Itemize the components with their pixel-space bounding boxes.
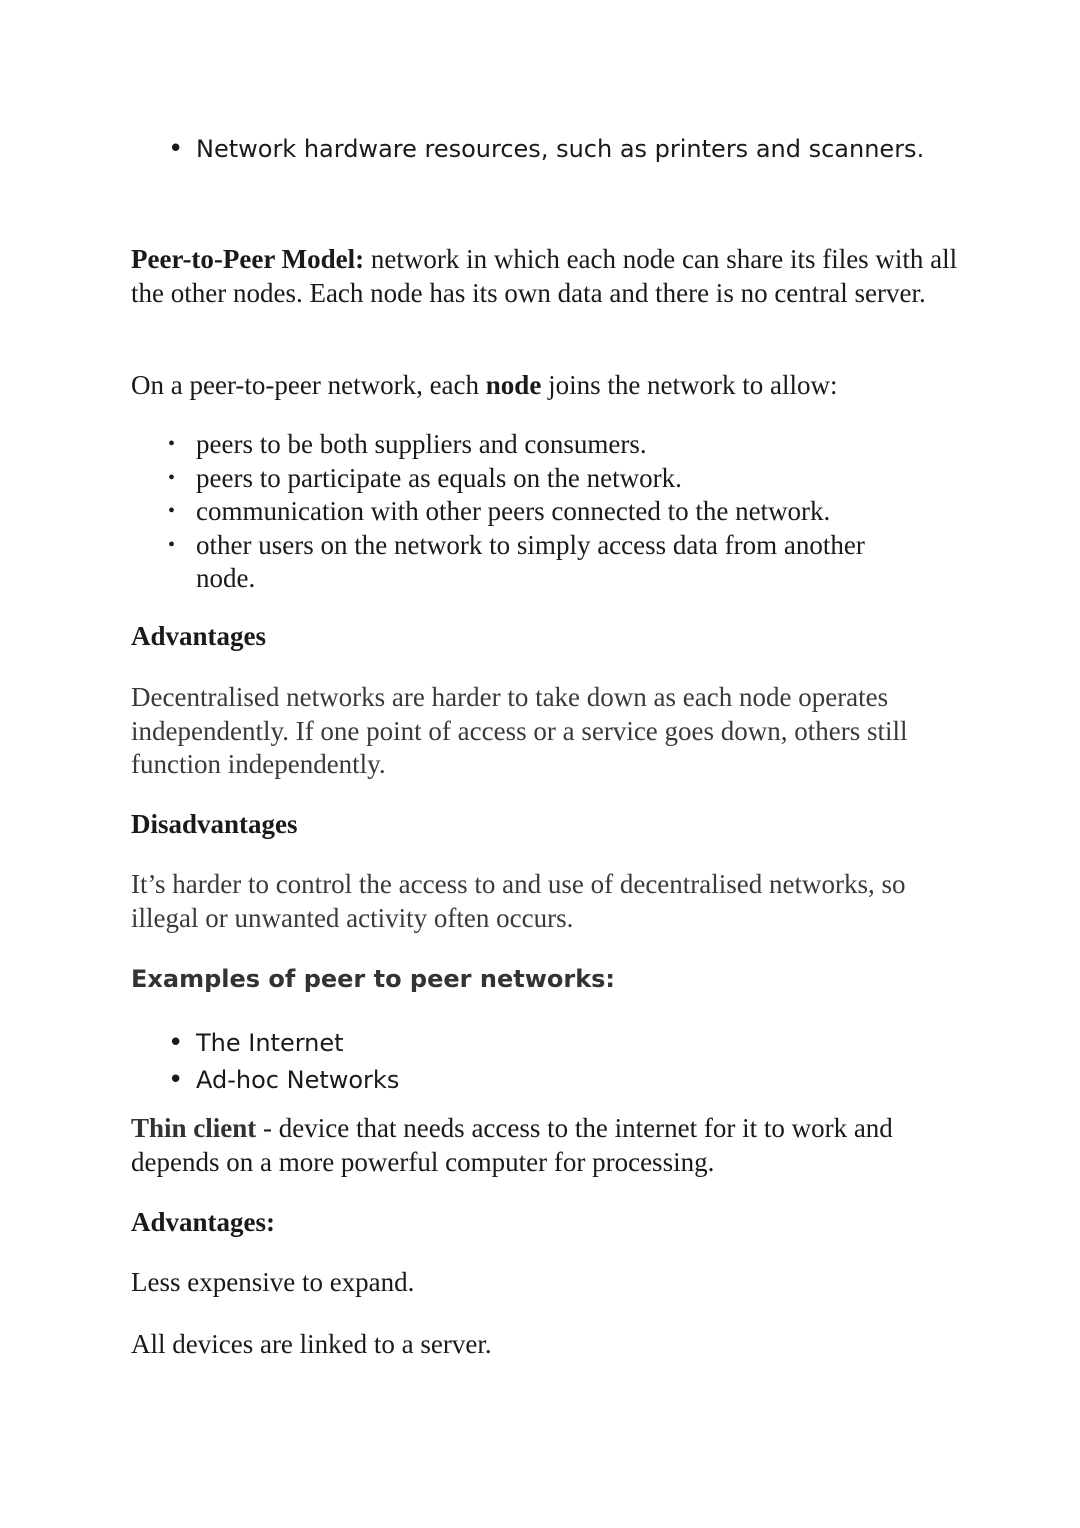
bullet-icon: • bbox=[168, 433, 176, 455]
list-item-text: Ad-hoc Networks bbox=[196, 1066, 400, 1094]
p2p-intro-text: On a peer-to-peer network, each bbox=[131, 370, 486, 400]
bullet-icon: • bbox=[168, 134, 184, 164]
p2p-intro bbox=[131, 369, 961, 403]
list-item bbox=[131, 462, 961, 496]
list-item-text: The Internet bbox=[196, 1029, 344, 1057]
list-item-text: peers to participate as equals on the network. bbox=[196, 462, 682, 493]
bullet-icon: • bbox=[168, 1028, 184, 1058]
p2p-advantages-text: Decentralised networks are harder to take down as each node operates independently. If one point of access or a service goes down, others still function independently. bbox=[131, 682, 908, 779]
bullet-icon: • bbox=[168, 1065, 184, 1095]
thin-client-advantage-1: Less expensive to expand. bbox=[131, 1267, 415, 1297]
list-item-text: communication with other peers connected to the network. bbox=[196, 496, 831, 526]
p2p-examples-list bbox=[131, 1025, 961, 1099]
p2p-definition bbox=[131, 243, 961, 310]
p2p-intro-text-end: joins the network to allow: bbox=[541, 370, 838, 400]
bullet-icon: • bbox=[168, 466, 176, 489]
p2p-examples-heading: Examples of peer to peer networks: bbox=[131, 965, 616, 993]
p2p-definition-text: network in which each node can share its files with all the other nodes. Each node has its own data and there is no central server. bbox=[131, 244, 958, 308]
list-item bbox=[131, 131, 961, 168]
list-item-text: other users on the network to simply access data from another node. bbox=[196, 529, 865, 593]
thin-client-advantages-heading: Advantages: bbox=[131, 1207, 276, 1237]
p2p-term: Peer-to-Peer Model: bbox=[131, 244, 365, 274]
p2p-intro-bold: node bbox=[485, 370, 542, 400]
p2p-disadvantages-text: It’s harder to control the access to and use of decentralised networks, so illegal or unwanted activity often occurs. bbox=[131, 869, 906, 933]
thin-client-term: Thin client bbox=[131, 1113, 257, 1143]
thin-client-definition bbox=[131, 1112, 961, 1179]
list-item bbox=[131, 1025, 961, 1062]
hardware-bullet-list bbox=[131, 131, 961, 168]
bullet-icon: • bbox=[168, 500, 176, 522]
bullet-icon: • bbox=[168, 533, 176, 556]
list-item bbox=[131, 1062, 961, 1099]
p2p-disadvantages-heading: Disadvantages bbox=[131, 809, 298, 839]
thin-client-advantage-2: All devices are linked to a server. bbox=[131, 1329, 492, 1359]
p2p-bullet-list bbox=[131, 428, 961, 596]
list-item bbox=[131, 495, 961, 529]
thin-client-definition-text: - device that needs access to the internet for it to work and depends on a more powerful computer for processing. bbox=[131, 1113, 893, 1177]
list-item bbox=[131, 428, 961, 462]
list-item-text: Network hardware resources, such as printers and scanners. bbox=[196, 135, 925, 163]
list-item-text: peers to be both suppliers and consumers. bbox=[196, 429, 647, 459]
list-item bbox=[131, 529, 961, 596]
p2p-advantages-heading: Advantages bbox=[131, 621, 267, 651]
